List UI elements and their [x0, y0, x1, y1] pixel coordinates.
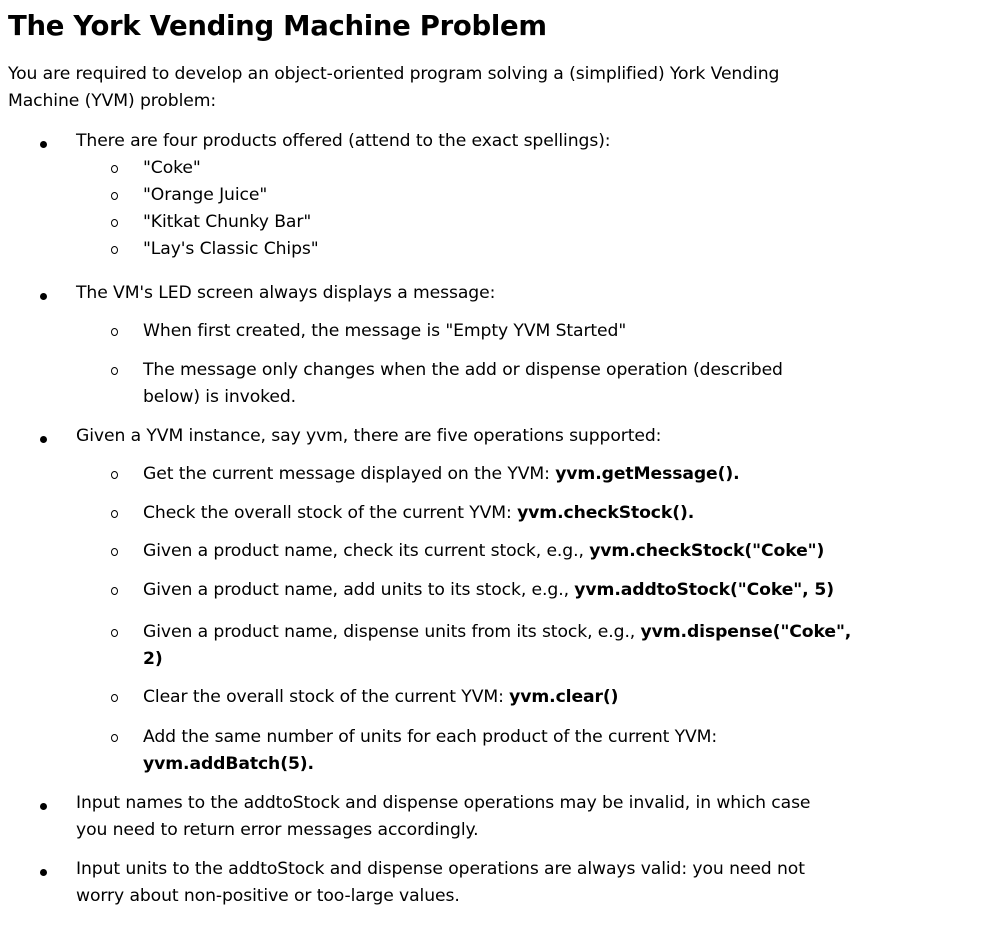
operation-code: yvm.checkStock("Coke") [589, 541, 825, 561]
bullet-icon [40, 803, 47, 810]
led-item-1: When first created, the message is "Empty YVM Started" [143, 321, 627, 341]
operation-text: Given a product name, add units to its stock, e.g., [143, 580, 575, 600]
operation-code: yvm.getMessage(). [555, 464, 740, 484]
led-item-2-line-2: below) is invoked. [143, 387, 297, 407]
circle-bullet-icon [111, 165, 118, 173]
circle-bullet-icon [111, 548, 118, 556]
operation-item: Add the same number of units for each product of the current YVM: [143, 727, 718, 747]
led-heading: The VM's LED screen always displays a message: [76, 283, 496, 303]
names-note-line-2: you need to return error messages accordingly. [76, 820, 479, 840]
operation-item [143, 461, 740, 488]
names-note-line-1: Input names to the addtoStock and dispense operations may be invalid, in which case [76, 793, 811, 813]
units-note-line-1: Input units to the addtoStock and dispense operations are always valid: you need not [76, 859, 805, 879]
operations-heading: Given a YVM instance, say yvm, there are five operations supported: [76, 426, 662, 446]
product-item: "Coke" [143, 158, 201, 178]
operation-item [143, 684, 618, 711]
bullet-icon [40, 141, 47, 148]
bullet-icon [40, 869, 47, 876]
operation-code: 2) [143, 649, 163, 669]
operation-code: yvm.addtoStock("Coke", 5) [574, 580, 835, 600]
operation-item [143, 500, 694, 527]
operation-code: yvm.clear() [509, 687, 619, 707]
page-title: The York Vending Machine Problem [8, 10, 547, 42]
operation-text: Given a product name, dispense units from its stock, e.g., [143, 622, 641, 642]
operation-item-continued [143, 751, 314, 778]
operation-text: Given a product name, check its current stock, e.g., [143, 541, 590, 561]
product-item: "Lay's Classic Chips" [143, 239, 319, 259]
operation-item-continued [143, 646, 163, 673]
circle-bullet-icon [111, 219, 118, 227]
units-note-line-2: worry about non-positive or too-large values. [76, 886, 460, 906]
circle-bullet-icon [111, 734, 118, 742]
circle-bullet-icon [111, 192, 118, 200]
bullet-icon [40, 436, 47, 443]
operation-text: Clear the overall stock of the current YVM: [143, 687, 510, 707]
intro-line-1: You are required to develop an object-oriented program solving a (simplified) York Vending [8, 64, 780, 84]
circle-bullet-icon [111, 510, 118, 518]
circle-bullet-icon [111, 367, 118, 375]
operation-code: yvm.dispense("Coke", [640, 622, 852, 642]
circle-bullet-icon [111, 246, 118, 254]
bullet-icon [40, 293, 47, 300]
product-item: "Orange Juice" [143, 185, 268, 205]
intro-line-2: Machine (YVM) problem: [8, 91, 217, 111]
products-heading: There are four products offered (attend to the exact spellings): [76, 131, 611, 151]
circle-bullet-icon [111, 471, 118, 479]
circle-bullet-icon [111, 629, 118, 637]
operation-item [143, 577, 834, 604]
product-item: "Kitkat Chunky Bar" [143, 212, 312, 232]
operation-code: yvm.addBatch(5). [143, 754, 314, 774]
operation-item [143, 538, 824, 565]
operation-text: Get the current message displayed on the YVM: [143, 464, 556, 484]
circle-bullet-icon [111, 694, 118, 702]
led-item-2-line-1: The message only changes when the add or dispense operation (described [143, 360, 783, 380]
operation-item [143, 619, 851, 646]
circle-bullet-icon [111, 587, 118, 595]
circle-bullet-icon [111, 328, 118, 336]
operation-text: Check the overall stock of the current YVM: [143, 503, 518, 523]
operation-code: yvm.checkStock(). [517, 503, 695, 523]
